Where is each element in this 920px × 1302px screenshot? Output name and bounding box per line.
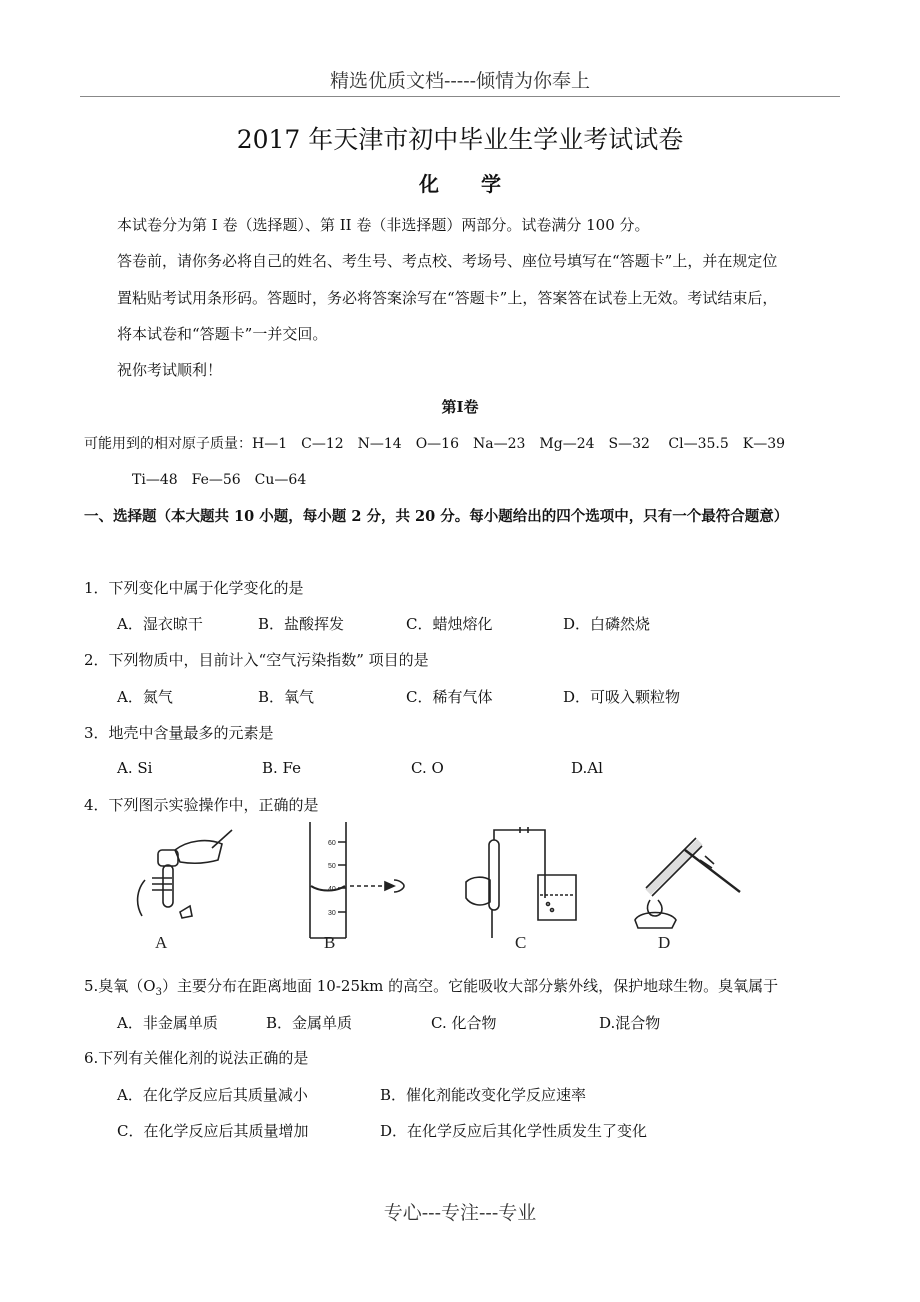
question-3-option-b: B. Fe bbox=[262, 759, 302, 777]
intro-line-5: 祝你考试顺利！ bbox=[117, 361, 223, 379]
atomic-masses-line-2: Ti—48 Fe—56 Cu—64 bbox=[132, 472, 307, 488]
question-5-stem-post: ）主要分布在距离地面 10-25km 的高空。它能吸收大部分紫外线，保护地球生物。臭氧属于 bbox=[161, 977, 779, 995]
question-2-option-d: D．可吸入颗粒物 bbox=[563, 688, 681, 706]
question-6-option-a: A．在化学反应后其质量减小 bbox=[117, 1086, 308, 1104]
figure-a-pouring-illustration bbox=[138, 830, 232, 918]
question-1-option-c: C．蜡烛熔化 bbox=[406, 615, 493, 633]
question-5-option-d: D.混合物 bbox=[599, 1014, 661, 1032]
question-5-option-c: C. 化合物 bbox=[431, 1014, 497, 1032]
question-2-option-b: B．氧气 bbox=[258, 688, 315, 706]
question-5-stem-pre: 5.臭氧（O bbox=[84, 977, 156, 995]
header-divider bbox=[80, 96, 840, 97]
figure-b-cylinder-illustration bbox=[310, 822, 404, 938]
page-header: 精选优质文档-----倾情为你奉上 bbox=[329, 70, 591, 92]
figure-label-c: C bbox=[515, 933, 527, 952]
intro-line-4: 将本试卷和“答题卡”一并交回。 bbox=[117, 325, 328, 343]
cylinder-tick-60: 60 bbox=[328, 840, 336, 847]
question-3-stem: 3．地壳中含量最多的元素是 bbox=[84, 724, 274, 742]
figure-label-a: A bbox=[155, 933, 168, 952]
figure-label-b: B bbox=[324, 933, 336, 952]
question-4-figure bbox=[100, 820, 780, 955]
section-title: 第I卷 bbox=[441, 398, 479, 416]
question-5-stem-subscript: 3 bbox=[155, 987, 162, 998]
question-3-option-d: D.Al bbox=[571, 759, 603, 777]
question-5-stem bbox=[84, 975, 778, 998]
question-1-option-a: A．湿衣晾干 bbox=[117, 615, 203, 633]
question-6-option-d: D．在化学反应后其化学性质发生了变化 bbox=[380, 1122, 648, 1140]
question-2-option-c: C．稀有气体 bbox=[406, 688, 493, 706]
exam-title: 2017 年天津市初中毕业生学业考试试卷 bbox=[236, 125, 684, 154]
cylinder-tick-50: 50 bbox=[328, 863, 336, 870]
figure-c-airtightness-illustration bbox=[466, 827, 576, 938]
question-6-option-c: C．在化学反应后其质量增加 bbox=[117, 1122, 309, 1140]
question-5-option-a: A．非金属单质 bbox=[117, 1014, 218, 1032]
question-3-option-a: A. Si bbox=[117, 759, 153, 777]
question-1-option-b: B．盐酸挥发 bbox=[258, 615, 345, 633]
figure-label-d: D bbox=[658, 933, 671, 952]
intro-line-1: 本试卷分为第 I 卷（选择题）、第 II 卷（非选择题）两部分。试卷满分 100 分。 bbox=[117, 216, 650, 234]
question-2-stem: 2．下列物质中，目前计入“空气污染指数” 项目的是 bbox=[84, 651, 429, 669]
question-4-stem: 4．下列图示实验操作中，正确的是 bbox=[84, 796, 319, 814]
cylinder-tick-30: 30 bbox=[328, 910, 336, 917]
question-3-option-c: C. O bbox=[411, 759, 444, 777]
question-6-option-b: B．催化剂能改变化学反应速率 bbox=[380, 1086, 587, 1104]
part1-heading: 一、选择题（本大题共 10 小题，每小题 2 分，共 20 分。每小题给出的四个选项中，只有一个最符合题意） bbox=[84, 508, 789, 525]
intro-line-2: 答卷前，请你务必将自己的姓名、考生号、考点校、考场号、座位号填写在“答题卡”上，并在规定位 bbox=[117, 252, 778, 270]
question-2-option-a: A．氮气 bbox=[117, 688, 173, 706]
figure-d-heating-illustration bbox=[635, 838, 740, 928]
question-1-option-d: D．白磷然烧 bbox=[563, 615, 651, 633]
question-6-stem: 6.下列有关催化剂的说法正确的是 bbox=[84, 1049, 309, 1067]
question-1-stem: 1．下列变化中属于化学变化的是 bbox=[84, 579, 304, 597]
intro-line-3: 置粘贴考试用条形码。答题时，务必将答案涂写在“答题卡”上，答案答在试卷上无效。考试结束后， bbox=[117, 289, 778, 307]
atomic-masses-line-1: 可能用到的相对原子质量：H—1 C—12 N—14 O—16 Na—23 Mg—24 S—32 Cl—35.5 K—39 bbox=[84, 436, 786, 452]
cylinder-tick-40: 40 bbox=[328, 886, 336, 893]
page-footer: 专心---专注---专业 bbox=[383, 1202, 537, 1224]
subject-title: 化学 bbox=[419, 172, 543, 196]
question-5-option-b: B．金属单质 bbox=[266, 1014, 353, 1032]
